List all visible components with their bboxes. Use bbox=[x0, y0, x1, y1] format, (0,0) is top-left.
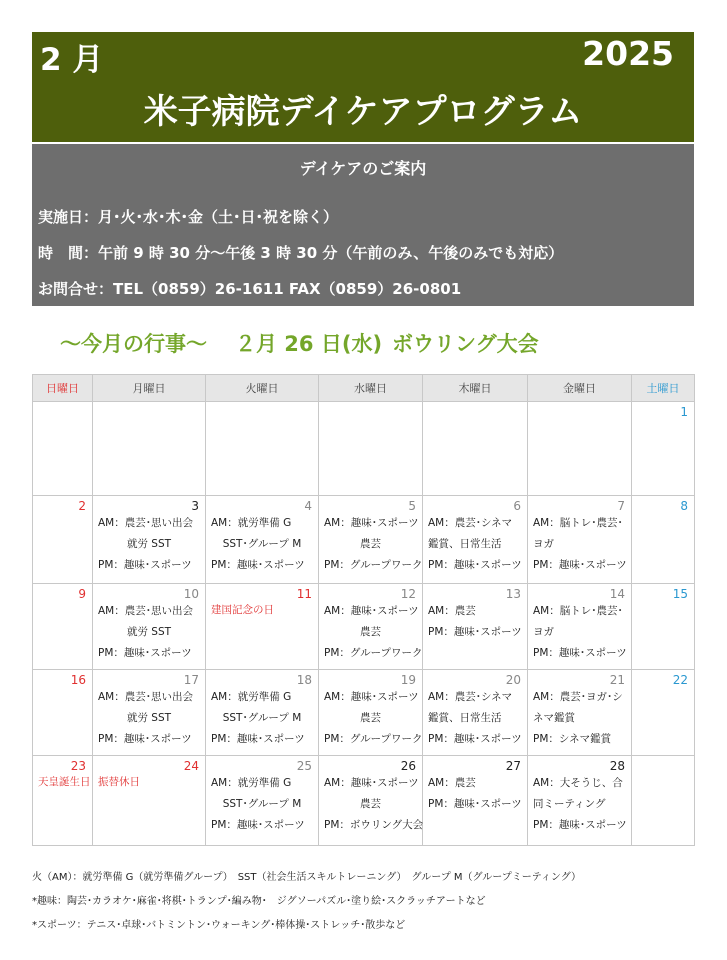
schedule-entry: SST･グループ M bbox=[222, 712, 302, 724]
day-number: 12 bbox=[400, 587, 416, 601]
info-panel bbox=[32, 144, 694, 306]
holiday-label: 建国記念の日 bbox=[211, 604, 274, 616]
calendar-day-cell bbox=[33, 584, 93, 670]
schedule-entry: PM：グループワーク bbox=[324, 733, 423, 745]
weekday-header: 土曜日 bbox=[632, 375, 695, 402]
day-number: 24 bbox=[183, 759, 199, 773]
calendar-day-cell bbox=[93, 496, 206, 584]
schedule-entry: PM：趣味･スポーツ bbox=[98, 647, 192, 659]
schedule-entry: 鑑賞、日常生活 bbox=[428, 538, 502, 550]
header-banner bbox=[32, 32, 694, 142]
day-number: 6 bbox=[513, 499, 521, 513]
calendar-day-cell bbox=[632, 584, 695, 670]
calendar-day-cell bbox=[206, 496, 319, 584]
schedule-entry: 農芸 bbox=[360, 538, 381, 550]
schedule-entry: AM：大そうじ、合 bbox=[533, 777, 623, 789]
calendar-table bbox=[32, 374, 695, 846]
day-number: 8 bbox=[680, 499, 688, 513]
day-number: 13 bbox=[505, 587, 521, 601]
event-name: ボウリング大会 bbox=[392, 332, 539, 356]
holiday-label: 振替休日 bbox=[98, 776, 140, 788]
schedule-entry: AM：脳トレ･農芸･ bbox=[533, 517, 623, 529]
schedule-entry: AM：農芸･シネマ bbox=[428, 517, 513, 529]
schedule-entry: AM：趣味･スポーツ bbox=[324, 777, 419, 789]
day-number: 7 bbox=[617, 499, 625, 513]
note-line: *スポーツ：テニス･卓球･バトミントン･ウォーキング･棒体操･ストレッチ･散歩など bbox=[32, 920, 406, 931]
day-number: 23 bbox=[70, 759, 86, 773]
day-number: 11 bbox=[296, 587, 312, 601]
schedule-entry: PM：グループワーク bbox=[324, 559, 423, 571]
schedule-entry: PM：趣味･スポーツ bbox=[428, 626, 522, 638]
holiday-label: 天皇誕生日 bbox=[38, 776, 91, 788]
weekday-header: 火曜日 bbox=[206, 375, 319, 402]
schedule-entry: AM：農芸･シネマ bbox=[428, 691, 513, 703]
schedule-entry: PM：趣味･スポーツ bbox=[428, 559, 522, 571]
day-number: 2 bbox=[78, 499, 86, 513]
note-line: *趣味：陶芸･カラオケ･麻雀･将棋･トランプ･編み物･ ジグソーパズル･塗り絵･スクラッチアートなど bbox=[32, 896, 486, 907]
info-hours: 時 間：午前 9 時 30 分～午後 3 時 30 分（午前のみ、午後のみでも対応） bbox=[38, 244, 564, 262]
page-title: 米子病院デイケアプログラム bbox=[143, 92, 583, 132]
schedule-entry: 農芸 bbox=[360, 712, 381, 724]
schedule-entry: 鑑賞、日常生活 bbox=[428, 712, 502, 724]
schedule-entry: AM：農芸･ヨガ･シ bbox=[533, 691, 623, 703]
calendar-day-cell bbox=[319, 584, 423, 670]
weekday-header: 月曜日 bbox=[93, 375, 206, 402]
calendar-day-cell bbox=[33, 756, 93, 846]
day-number: 19 bbox=[400, 673, 416, 687]
calendar-day-cell bbox=[206, 584, 319, 670]
calendar-week-row bbox=[33, 496, 695, 584]
calendar-day-cell bbox=[93, 402, 206, 496]
calendar-day-cell bbox=[319, 756, 423, 846]
weekday-header-row bbox=[33, 375, 695, 402]
schedule-entry: AM：農芸･思い出会 bbox=[98, 517, 193, 529]
schedule-entry: AM：農芸 bbox=[428, 605, 476, 617]
day-number: 26 bbox=[400, 759, 416, 773]
calendar-day-cell bbox=[632, 756, 695, 846]
schedule-entry: ヨガ bbox=[533, 538, 554, 550]
schedule-entry: ヨガ bbox=[533, 626, 554, 638]
weekday-header: 金曜日 bbox=[528, 375, 632, 402]
schedule-entry: AM：農芸 bbox=[428, 777, 476, 789]
day-number: 17 bbox=[183, 673, 199, 687]
schedule-entry: AM：趣味･スポーツ bbox=[324, 605, 419, 617]
schedule-entry: PM：ボウリング大会 bbox=[324, 819, 424, 831]
calendar-day-cell bbox=[206, 670, 319, 756]
schedule-entry: PM：趣味･スポーツ bbox=[211, 819, 305, 831]
calendar-day-cell bbox=[93, 584, 206, 670]
schedule-entry: AM：趣味･スポーツ bbox=[324, 691, 419, 703]
schedule-entry: 就労 SST bbox=[126, 626, 172, 638]
month-label: 2 月 bbox=[40, 42, 104, 78]
calendar-day-cell bbox=[632, 402, 695, 496]
calendar-day-cell bbox=[33, 402, 93, 496]
schedule-entry: PM：趣味･スポーツ bbox=[211, 733, 305, 745]
day-number: 14 bbox=[609, 587, 625, 601]
calendar-day-cell bbox=[632, 670, 695, 756]
schedule-entry: PM：趣味･スポーツ bbox=[533, 559, 627, 571]
schedule-entry: PM：趣味･スポーツ bbox=[428, 733, 522, 745]
schedule-entry: 農芸 bbox=[360, 798, 381, 810]
calendar-day-cell bbox=[33, 670, 93, 756]
schedule-entry: 就労 SST bbox=[126, 538, 172, 550]
weekday-header: 日曜日 bbox=[33, 375, 93, 402]
schedule-entry: PM：趣味･スポーツ bbox=[98, 733, 192, 745]
schedule-entry: 同ミーティング bbox=[533, 798, 606, 810]
schedule-entry: ネマ鑑賞 bbox=[533, 712, 575, 724]
day-number: 4 bbox=[304, 499, 312, 513]
calendar-day-cell bbox=[528, 756, 632, 846]
day-number: 9 bbox=[78, 587, 86, 601]
calendar-day-cell bbox=[206, 402, 319, 496]
calendar-day-cell bbox=[632, 496, 695, 584]
day-number: 15 bbox=[672, 587, 688, 601]
schedule-entry: PM：趣味･スポーツ bbox=[533, 819, 627, 831]
calendar-day-cell bbox=[528, 670, 632, 756]
calendar-day-cell bbox=[528, 496, 632, 584]
day-number: 27 bbox=[505, 759, 521, 773]
calendar-week-row bbox=[33, 584, 695, 670]
weekday-header: 木曜日 bbox=[423, 375, 528, 402]
day-number: 25 bbox=[296, 759, 312, 773]
schedule-entry: AM：農芸･思い出会 bbox=[98, 605, 193, 617]
calendar-day-cell bbox=[93, 756, 206, 846]
calendar-day-cell bbox=[528, 402, 632, 496]
note-line: 火（AM）：就労準備 G（就労準備グループ） SST（社会生活スキルトレーニング） グループ M（グループミーティング） bbox=[32, 872, 582, 883]
day-number: 3 bbox=[191, 499, 199, 513]
calendar-day-cell bbox=[319, 402, 423, 496]
event-date: ２月 26 日(水) bbox=[235, 332, 383, 356]
schedule-entry: SST･グループ M bbox=[222, 538, 302, 550]
calendar-day-cell bbox=[93, 670, 206, 756]
day-number: 18 bbox=[296, 673, 312, 687]
schedule-entry: AM：農芸･思い出会 bbox=[98, 691, 193, 703]
schedule-entry: PM：シネマ鑑賞 bbox=[533, 733, 612, 745]
schedule-entry: 就労 SST bbox=[126, 712, 172, 724]
schedule-entry: AM：脳トレ･農芸･ bbox=[533, 605, 623, 617]
schedule-entry: 農芸 bbox=[360, 626, 381, 638]
calendar-day-cell bbox=[319, 670, 423, 756]
calendar-day-cell bbox=[423, 584, 528, 670]
schedule-entry: PM：趣味･スポーツ bbox=[533, 647, 627, 659]
schedule-entry: PM：趣味･スポーツ bbox=[428, 798, 522, 810]
weekday-header: 水曜日 bbox=[319, 375, 423, 402]
calendar-week-row bbox=[33, 670, 695, 756]
schedule-entry: PM：趣味･スポーツ bbox=[211, 559, 305, 571]
schedule-entry: AM：就労準備 G bbox=[211, 691, 292, 703]
calendar-day-cell bbox=[423, 670, 528, 756]
schedule-entry: AM：就労準備 G bbox=[211, 517, 292, 529]
info-contact: お問合せ：TEL（0859）26-1611 FAX（0859）26-0801 bbox=[38, 280, 462, 298]
calendar-day-cell bbox=[33, 496, 93, 584]
schedule-entry: PM：グループワーク bbox=[324, 647, 423, 659]
day-number: 16 bbox=[70, 673, 86, 687]
calendar-day-cell bbox=[206, 756, 319, 846]
schedule-entry: AM：趣味･スポーツ bbox=[324, 517, 419, 529]
day-number: 22 bbox=[672, 673, 688, 687]
day-number: 28 bbox=[609, 759, 625, 773]
day-number: 1 bbox=[680, 405, 688, 419]
schedule-entry: SST･グループ M bbox=[222, 798, 302, 810]
calendar-day-cell bbox=[423, 756, 528, 846]
year-label: 2025 bbox=[582, 34, 674, 73]
day-number: 5 bbox=[408, 499, 416, 513]
calendar-day-cell bbox=[423, 496, 528, 584]
calendar-body bbox=[33, 402, 695, 846]
schedule-entry: AM：就労準備 G bbox=[211, 777, 292, 789]
day-number: 20 bbox=[505, 673, 521, 687]
info-title: デイケアのご案内 bbox=[299, 159, 427, 178]
notes bbox=[32, 866, 581, 938]
event-label: ～今月の行事～ bbox=[60, 332, 207, 356]
schedule-entry: PM：趣味･スポーツ bbox=[98, 559, 192, 571]
calendar-day-cell bbox=[528, 584, 632, 670]
info-days: 実施日：月･火･水･木･金（土･日･祝を除く） bbox=[38, 208, 339, 226]
calendar-day-cell bbox=[319, 496, 423, 584]
calendar-week-row bbox=[33, 756, 695, 846]
calendar-day-cell bbox=[423, 402, 528, 496]
monthly-event bbox=[60, 328, 539, 358]
day-number: 10 bbox=[183, 587, 199, 601]
day-number: 21 bbox=[609, 673, 625, 687]
calendar-week-row bbox=[33, 402, 695, 496]
